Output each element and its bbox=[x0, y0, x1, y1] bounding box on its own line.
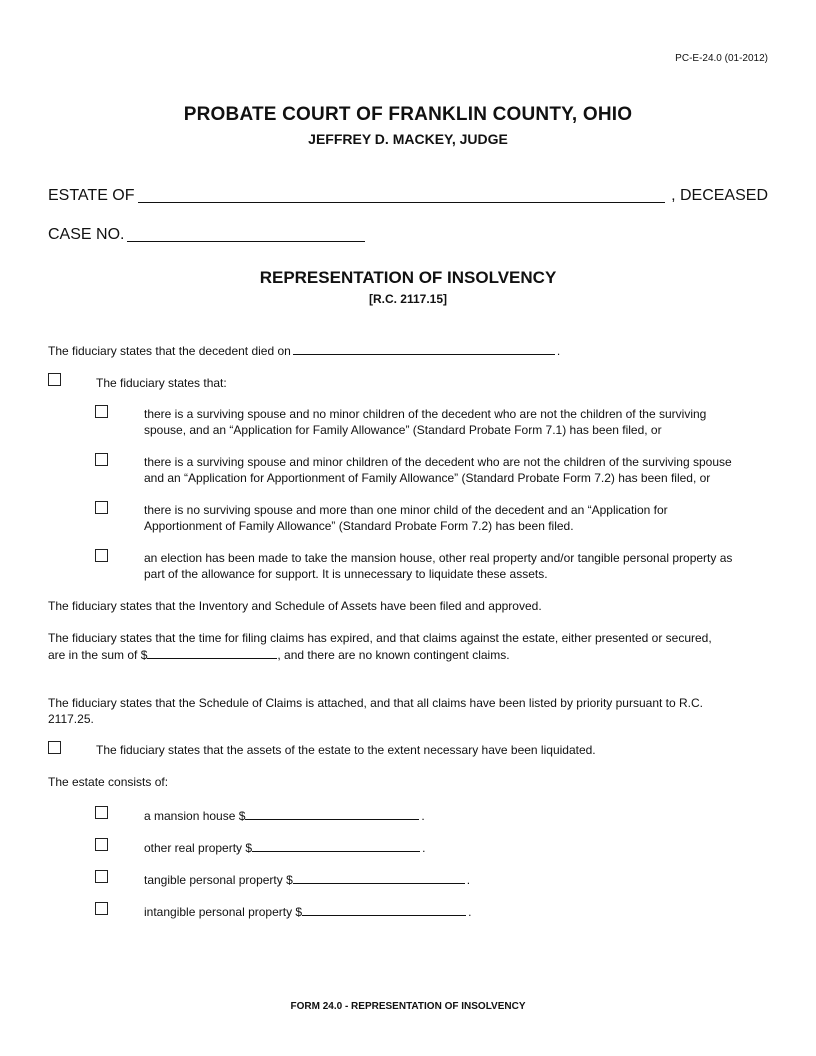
option-3-checkbox[interactable] bbox=[95, 501, 108, 514]
option-1-line-2: spouse, and an “Application for Family Allowance” (Standard Probate Form 7.1) has been filed, or bbox=[144, 423, 662, 437]
schedule-statement bbox=[48, 695, 778, 727]
estate-consists-label: The estate consists of: bbox=[48, 775, 169, 789]
other-real-property-label: other real property $ bbox=[144, 841, 253, 855]
estate-row bbox=[48, 187, 768, 205]
intangible-property-field[interactable] bbox=[302, 903, 466, 916]
mansion-house-label: a mansion house $ bbox=[144, 809, 246, 823]
option-4-line-1: an election has been made to take the mansion house, other real property and/or tangible personal property as bbox=[144, 551, 733, 565]
liquidated-statement: The fiduciary states that the assets of the estate to the extent necessary have been liquidated. bbox=[96, 743, 596, 757]
option-2-checkbox[interactable] bbox=[95, 453, 108, 466]
claims-sum-label: are in the sum of $ bbox=[48, 648, 148, 662]
case-row bbox=[48, 226, 365, 244]
option-4-text bbox=[144, 550, 784, 582]
option-4-checkbox[interactable] bbox=[95, 549, 108, 562]
judge-heading: JEFFREY D. MACKEY, JUDGE bbox=[308, 131, 508, 147]
form-footer: FORM 24.0 - REPRESENTATION OF INSOLVENCY bbox=[290, 1001, 526, 1012]
intangible-property-checkbox[interactable] bbox=[95, 902, 108, 915]
deceased-label: , DECEASED bbox=[671, 187, 768, 204]
case-label: CASE NO. bbox=[48, 226, 125, 243]
option-3-line-1: there is no surviving spouse and more than one minor child of the decedent and an “Application for bbox=[144, 503, 668, 517]
court-heading: PROBATE COURT OF FRANKLIN COUNTY, OHIO bbox=[183, 104, 633, 125]
fiduciary-states-label: The fiduciary states that: bbox=[96, 376, 227, 390]
option-3-text bbox=[144, 502, 784, 534]
tangible-property-checkbox[interactable] bbox=[95, 870, 108, 883]
death-date-period: . bbox=[556, 344, 561, 358]
statute-reference: [R.C. 2117.15] bbox=[368, 292, 448, 306]
mansion-house-checkbox[interactable] bbox=[95, 806, 108, 819]
option-1-line-1: there is a surviving spouse and no minor children of the decedent who are not the children of the surviving bbox=[144, 407, 707, 421]
death-date-label: The fiduciary states that the decedent died on bbox=[48, 344, 291, 358]
liquidated-checkbox[interactable] bbox=[48, 741, 61, 754]
form-title: REPRESENTATION OF INSOLVENCY bbox=[259, 268, 557, 287]
option-3-line-2: Apportionment of Family Allowance” (Standard Probate Form 7.2) has been filed. bbox=[144, 519, 574, 533]
mansion-house-row bbox=[144, 807, 425, 824]
other-real-property-checkbox[interactable] bbox=[95, 838, 108, 851]
tangible-property-label: tangible personal property $ bbox=[144, 873, 293, 887]
case-number-field[interactable] bbox=[127, 227, 365, 242]
option-1-text bbox=[144, 406, 784, 438]
schedule-line-1: The fiduciary states that the Schedule of Claims is attached, and that all claims have been listed by priority pursuant to R.C. bbox=[48, 696, 704, 710]
inventory-statement: The fiduciary states that the Inventory and Schedule of Assets have been filed and approved. bbox=[48, 599, 542, 613]
death-date-field[interactable] bbox=[293, 342, 555, 355]
other-real-property-field[interactable] bbox=[252, 839, 420, 852]
option-4-line-2: part of the allowance for support. It is unnecessary to liquidate these assets. bbox=[144, 567, 548, 581]
option-2-text bbox=[144, 454, 784, 486]
claims-sum-field[interactable] bbox=[147, 646, 277, 659]
option-2-line-1: there is a surviving spouse and minor children of the decedent who are not the children of the surviving spouse bbox=[144, 455, 732, 469]
mansion-house-period: . bbox=[421, 809, 425, 823]
estate-name-field[interactable] bbox=[138, 188, 666, 203]
intangible-property-row bbox=[144, 903, 471, 920]
option-2-line-2: and an “Application for Apportionment of Family Allowance” (Standard Probate Form 7.2) has been filed, or bbox=[144, 471, 711, 485]
tangible-property-period: . bbox=[466, 873, 471, 887]
other-real-property-row bbox=[144, 839, 425, 856]
claims-sum-tail: , and there are no known contingent claims. bbox=[277, 648, 510, 662]
tangible-property-row bbox=[144, 871, 470, 888]
tangible-property-field[interactable] bbox=[293, 871, 465, 884]
other-real-property-period: . bbox=[422, 841, 426, 855]
claims-line-1: The fiduciary states that the time for filing claims has expired, and that claims against the estate, either presented or secured, bbox=[48, 631, 712, 645]
death-date-row bbox=[48, 342, 560, 359]
schedule-line-2: 2117.25. bbox=[48, 712, 94, 726]
form-number: PC-E-24.0 (01-2012) bbox=[675, 53, 768, 64]
option-1-checkbox[interactable] bbox=[95, 405, 108, 418]
claims-statement bbox=[48, 630, 778, 663]
intangible-property-label: intangible personal property $ bbox=[144, 905, 303, 919]
mansion-house-field[interactable] bbox=[245, 807, 419, 820]
intangible-property-period: . bbox=[468, 905, 472, 919]
estate-label: ESTATE OF bbox=[48, 187, 135, 204]
fiduciary-states-checkbox[interactable] bbox=[48, 373, 61, 386]
claims-line-2 bbox=[48, 646, 778, 663]
